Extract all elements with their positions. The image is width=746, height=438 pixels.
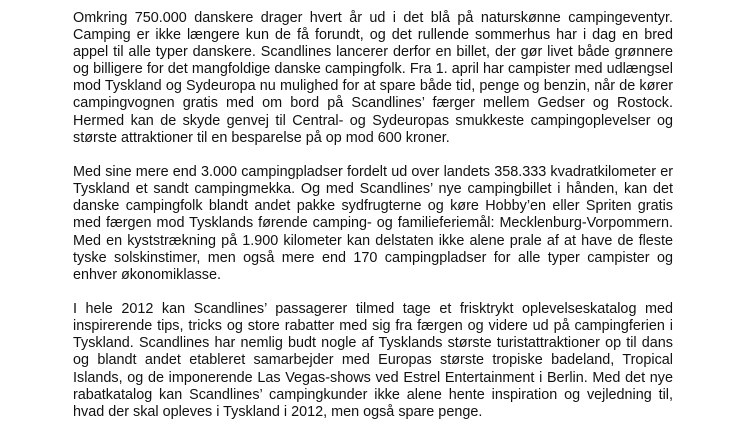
document-page [73, 10, 673, 438]
paragraph-2: Med sine mere end 3.000 campingpladser fordelt ud over landets 358.333 kvadratkilometer er Tyskland et sandt campingmekka. Og med Scandlines’ nye campingbillet i hånden, kan det danske campingfolk blandt andet pakke sydfrugterne og køre Hobby’en eller Spriten gratis med færgen mod Tysklands førende camping- og familieferiemål: Mecklenburg-Vorpommern. Med en kyststrækning på 1.900 kilometer kan delstaten ikke alene prale af at have de fleste tyske solskinstimer, men også mere end 170 campingpladser for alle typer campister og enhver økonomiklasse. [73, 164, 673, 283]
paragraph-3: I hele 2012 kan Scandlines’ passagerer tilmed tage et frisktrykt oplevelseskatalog med inspirerende tips, tricks og store rabatter med sig fra færgen og videre ud på campingferien i Tyskland. Scandlines har nemlig budt nogle af Tysklands største turistattraktioner op til dans og blandt andet etableret samarbejder med Europas største tropiske badeland, Tropical Islands, og de imponerende Las Vegas-shows ved Estrel Entertainment i Berlin. Med det nye rabatkatalog kan Scandlines’ campingkunder ikke alene hente inspiration og vejledning til, hvad der skal opleves i Tyskland i 2012, men også spare penge. [73, 301, 673, 420]
paragraph-1: Omkring 750.000 danskere drager hvert år ud i det blå på naturskønne campingeventyr. Camping er ikke længere kun de få forundt, og det rullende sommerhus har i dag en bred appel til alle typer danskere. Scandlines lancerer derfor en billet, der gør livet både grønnere og billigere for det mangfoldige danske campingfolk. Fra 1. april har campister med udlængsel mod Tyskland og Sydeuropa nu mulighed for at spare både tid, penge og benzin, når de kører campingvognen gratis med om bord på Scandlines’ færger mellem Gedser og Rostock. Hermed kan de skyde genvej til Central- og Sydeuropas smukkeste campingoplevelser og største attraktioner til en besparelse på op mod 600 kroner. [73, 10, 673, 146]
